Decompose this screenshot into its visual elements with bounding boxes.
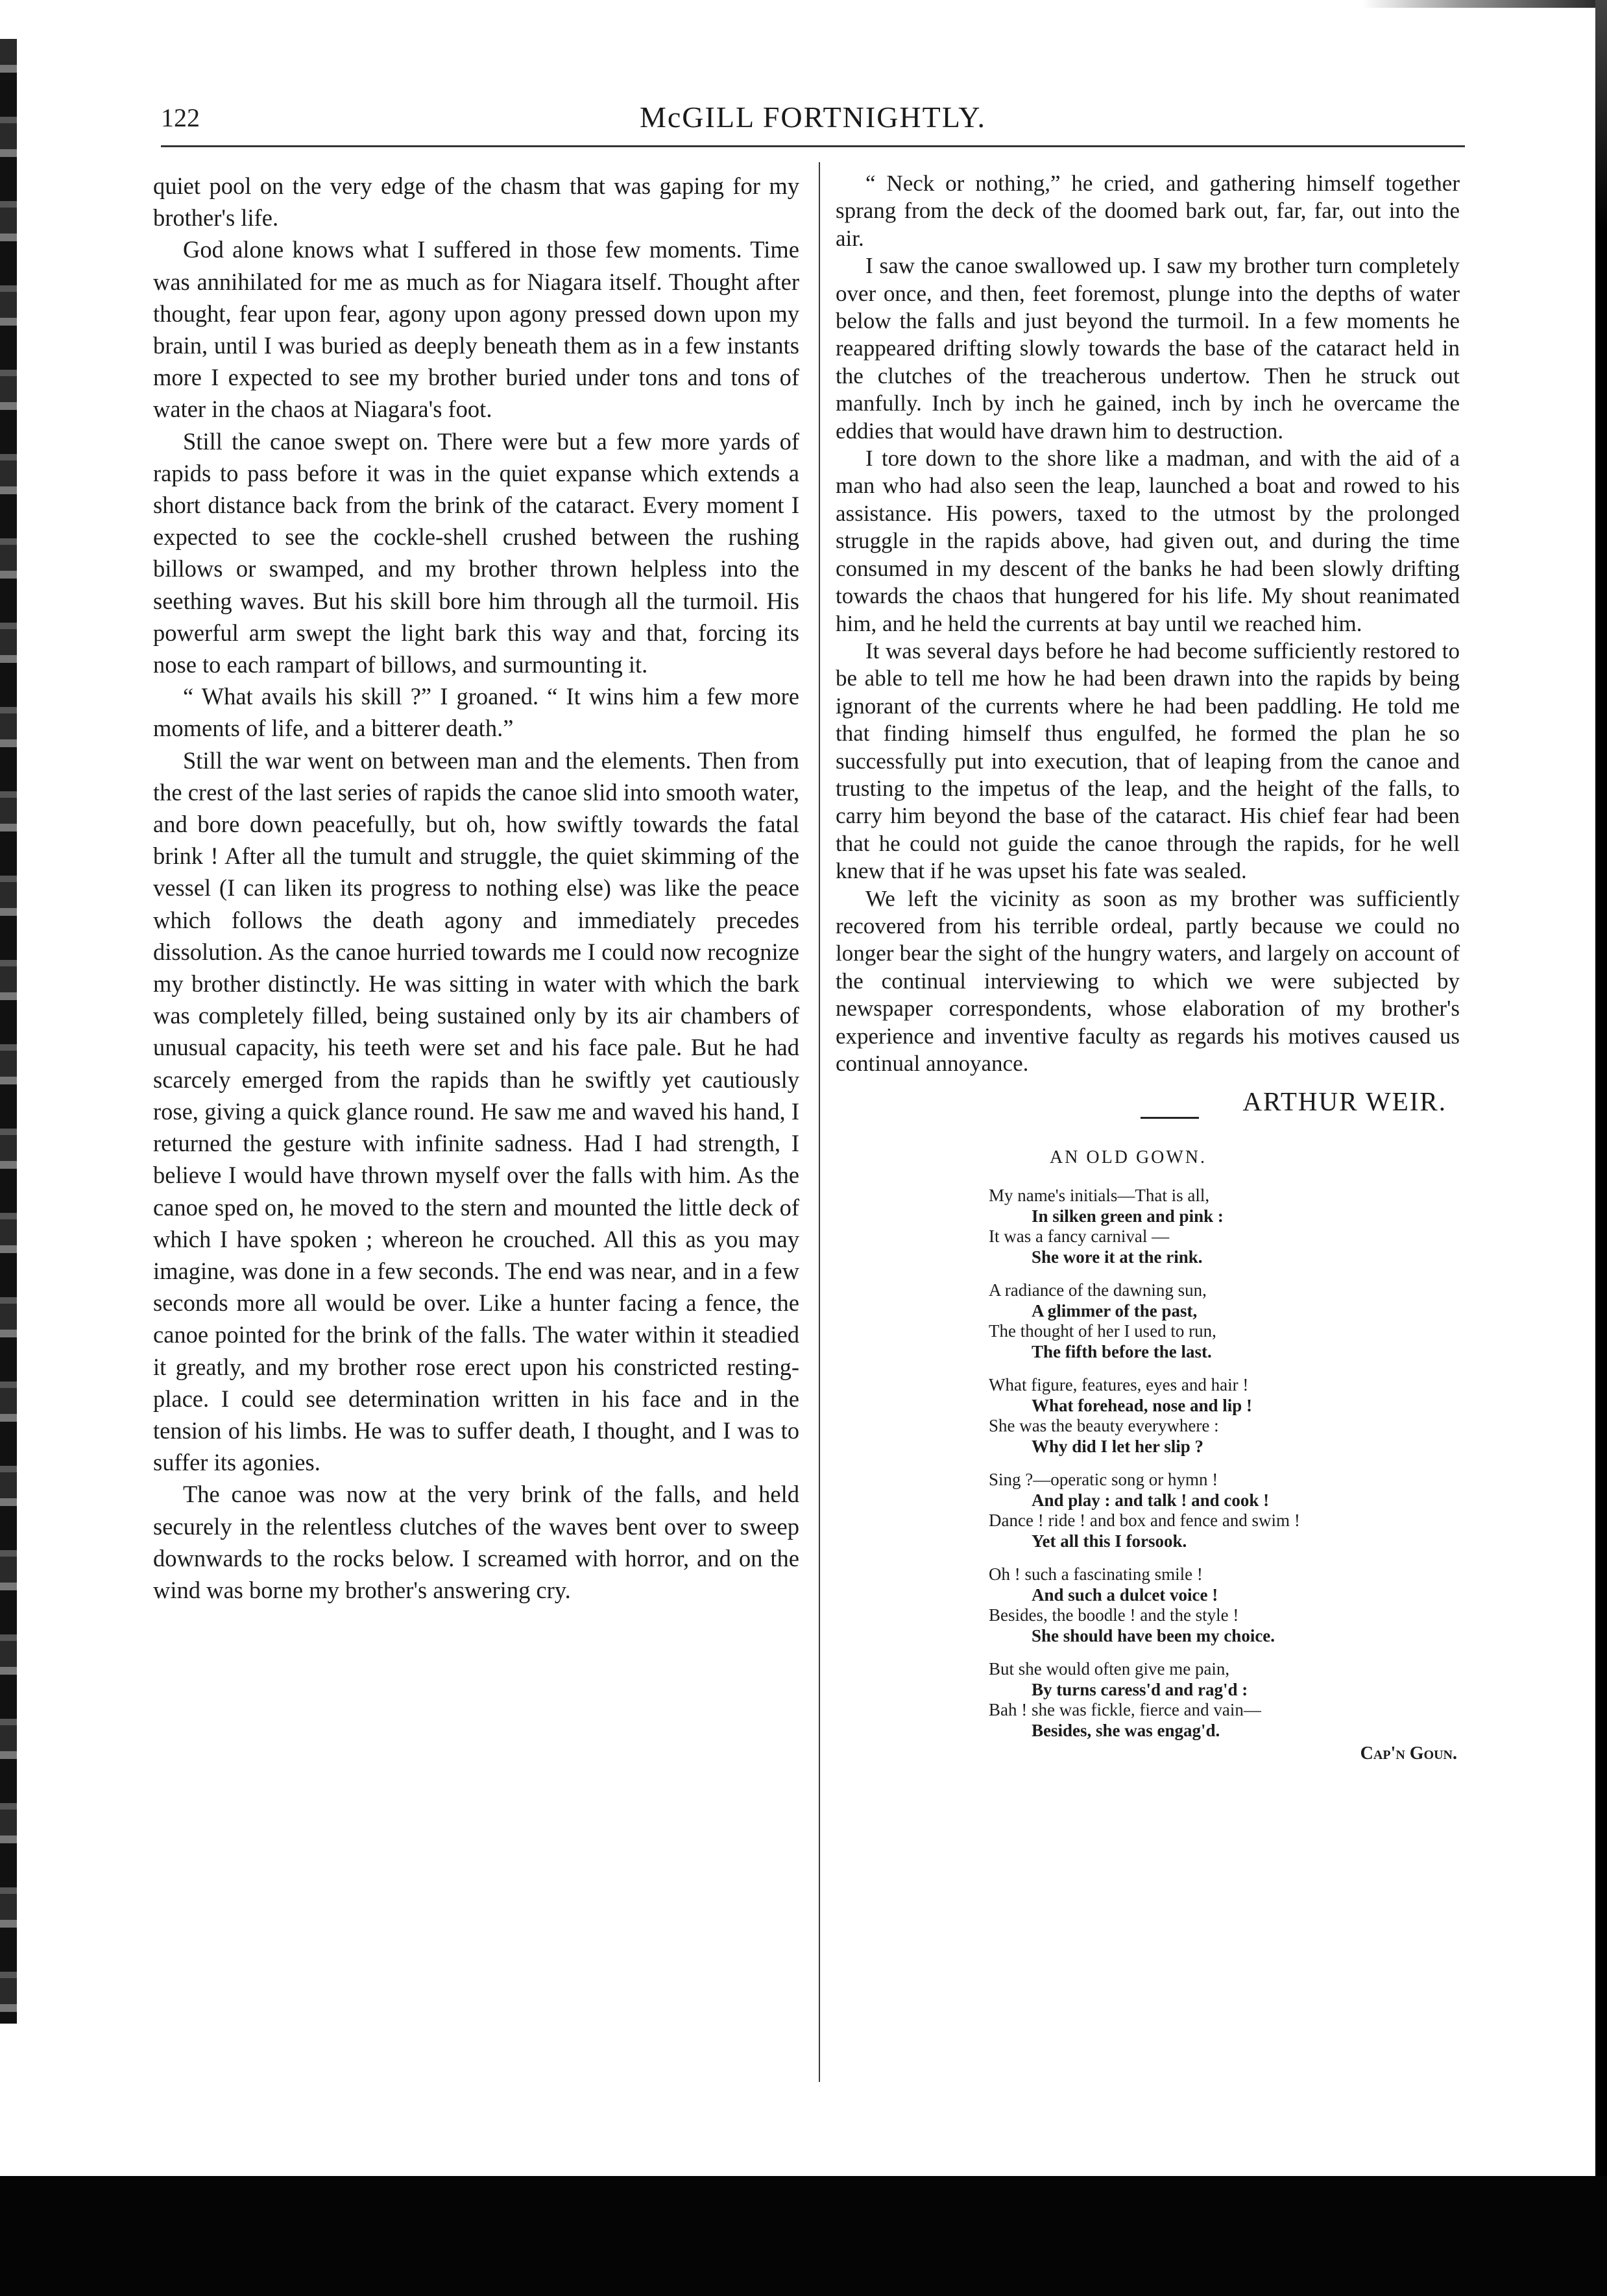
journal-title: McGILL FORTNIGHTLY. xyxy=(639,101,987,134)
paragraph: I saw the canoe swallowed up. I saw my brother turn completely over once, and then, feet foremost, plunge into the depths of water below the falls and just beyond the turmoil. In a few moments he reappeared drifting slowly towards the base of the cataract held in the clutches of the treacherous undertow. Then he struck out manfully. Inch by inch he gained, inch by inch he overcame the eddies that would have drawn him to destruction. xyxy=(836,253,1460,444)
poem-line: She wore it at the rink. xyxy=(1032,1247,1203,1267)
paragraph: I tore down to the shore like a madman, and with the aid of a man who had also seen the leap, launched a boat and rowed to his assistance. His powers, taxed to the utmost by the prolonged struggle in the rapids above, had given out, and during the time consumed in my descent of the banks he had been slowly drifting towards the chaos that hungered for his life. My shout reanimated him, and he held the currents at bay until we reached him. xyxy=(836,446,1460,636)
poem-line: A glimmer of the past, xyxy=(1032,1300,1198,1321)
paragraph: The canoe was now at the very brink of the falls, and held securely in the relentless clutches of the waves bent over to sweep downwards to the rocks below. I screamed with horror, and on the wind was borne my brother's answering cry. xyxy=(153,1481,799,1603)
poem-stanza xyxy=(989,1564,1460,1646)
poem-stanza xyxy=(989,1280,1460,1362)
poem-line: What figure, features, eyes and hair ! xyxy=(989,1375,1249,1395)
right-column xyxy=(836,170,1460,1764)
paragraph: “ What avails his skill ?” I groaned. “ It wins him a few more moments of life, and a bitterer death.” xyxy=(153,683,799,742)
poem-line: It was a fancy carnival — xyxy=(989,1226,1170,1247)
paragraph: Still the canoe swept on. There were but a few more yards of rapids to pass before it was in the quiet expanse which extends a short distance back from the brink of the cataract. Every moment I expected to see the cockle-shell crushed between the rushing billows or swamped, and my brother thrown helpless into the seething waves. But his skill bore him through all the turmoil. His powerful arm swept the light bark this way and that, forcing its nose to each rampart of billows, and surmounting it. xyxy=(153,427,799,678)
poem-line: Besides, she was engag'd. xyxy=(1032,1720,1220,1740)
scan-top-streak xyxy=(1362,0,1607,8)
paragraph: Still the war went on between man and the elements. Then from the crest of the last series of rapids the canoe slid into smooth water, and bore down peacefully, but oh, how swiftly towards the fatal brink ! After all the tumult and struggle, the quiet skimming of the vessel (I can liken its progress to nothing else) was like the peace which follows the death agony and immediately precedes dissolution. As the canoe hurried towards me I could now recognize my brother distinctly. He was sitting in water with which the bark was completely filled, being sustained only by its air chambers of unusual capacity, his teeth were set and his face pale. But he had scarcely emerged from the rapids than he swiftly yet cautiously rose, giving a quick glance round. He saw me and waved his hand, I returned the gesture with infinite sadness. Had I had strength, I believe I would have thrown myself over the falls with him. As the canoe sped on, he moved to the stern and mounted the little deck of which I have spoken ; whereon he crouched. All this as you may imagine, was done in a few seconds. The end was near, and in a few seconds more all would be over. Like a hunter facing a fence, the canoe pointed for the brink of the falls. The water within it steadied it greatly, and my brother rose erect upon his constricted resting-place. I could see determination written in his face and in the tension of his limbs. He was to suffer death, I thought, and I was to suffer its agonies. xyxy=(153,747,799,1476)
poem-line: A radiance of the dawning sun, xyxy=(989,1280,1207,1300)
scan-left-edge xyxy=(0,39,17,2024)
poem-line: Why did I let her slip ? xyxy=(1032,1436,1204,1456)
poem-line: And play : and talk ! and cook ! xyxy=(1032,1490,1270,1510)
header-rule xyxy=(161,145,1465,147)
poem-title: AN OLD GOWN. xyxy=(1049,1147,1207,1167)
poem-line: What forehead, nose and lip ! xyxy=(1032,1395,1253,1415)
poem-line: The fifth before the last. xyxy=(1032,1341,1212,1361)
poem-line: She was the beauty everywhere : xyxy=(989,1416,1219,1436)
paragraph: quiet pool on the very edge of the chasm that was gaping for my brother's life. xyxy=(153,173,799,232)
poem-stanza xyxy=(989,1470,1460,1551)
poem-line: The thought of her I used to run, xyxy=(989,1321,1216,1341)
scan-bottom-bar xyxy=(0,2176,1607,2296)
poem-line: Sing ?—operatic song or hymn ! xyxy=(989,1470,1218,1490)
paragraph: God alone knows what I suffered in those few moments. Time was annihilated for me as much as for Niagara itself. Thought after thought, fear upon fear, agony upon agony pressed down upon my brain, until I was buried as deeply beneath them as in a few instants more I expected to see my brother buried under tons and tons of water in the chaos at Niagara's foot. xyxy=(153,236,799,423)
scan-right-edge xyxy=(1595,0,1607,2296)
column-divider xyxy=(819,162,820,2082)
poem xyxy=(836,1147,1460,1764)
poem-author: Cap'n Goun. xyxy=(1360,1743,1457,1764)
poem-line: Besides, the boodle ! and the style ! xyxy=(989,1605,1239,1625)
poem-line: Yet all this I forsook. xyxy=(1032,1531,1187,1551)
page-header xyxy=(161,97,1465,136)
poem-line: By turns caress'd and rag'd : xyxy=(1032,1679,1248,1699)
article-signature: ARTHUR WEIR. xyxy=(1242,1086,1447,1117)
poem-line: She should have been my choice. xyxy=(1032,1625,1275,1645)
poem-stanza xyxy=(989,1186,1460,1267)
poem-line: And such a dulcet voice ! xyxy=(1032,1584,1218,1605)
paragraph: “ Neck or nothing,” he cried, and gathering himself together sprang from the deck of the doomed bark out, far, far, out into the air. xyxy=(836,171,1460,251)
left-column xyxy=(153,170,799,1606)
poem-line: Bah ! she was fickle, fierce and vain— xyxy=(989,1700,1261,1720)
poem-line: Oh ! such a fascinating smile ! xyxy=(989,1564,1203,1584)
poem-line: But she would often give me pain, xyxy=(989,1659,1230,1679)
paragraph: It was several days before he had become sufficiently restored to be able to tell me how he had been drawn into the rapids by being ignorant of the currents where he had been paddling. He told me that finding himself thus engulfed, he formed the plan he so successfully put into execution, that of leaping from the canoe and trusting to the impetus of the leap, and the height of the falls, to carry him beyond the base of the cataract. His chief fear had been that he could not guide the canoe through the rapids, for he well knew that if he was upset his fate was sealed. xyxy=(836,638,1460,884)
poem-line: In silken green and pink : xyxy=(1032,1206,1224,1226)
poem-line: Dance ! ride ! and box and fence and swim ! xyxy=(989,1511,1300,1531)
poem-line: My name's initials—That is all, xyxy=(989,1186,1210,1206)
paragraph: We left the vicinity as soon as my brother was sufficiently recovered from his terrible ordeal, partly because we could no longer bear the sight of the hungry waters, and largely on account of the continual interviewing to which we were subjected by newspaper correspondents, whose elaboration of my brother's experience and inventive faculty as regards his motives caused us continual annoyance. xyxy=(836,885,1460,1076)
poem-stanza xyxy=(989,1375,1460,1457)
page-number: 122 xyxy=(161,103,200,132)
poem-stanza xyxy=(989,1659,1460,1741)
section-rule xyxy=(1141,1117,1199,1119)
